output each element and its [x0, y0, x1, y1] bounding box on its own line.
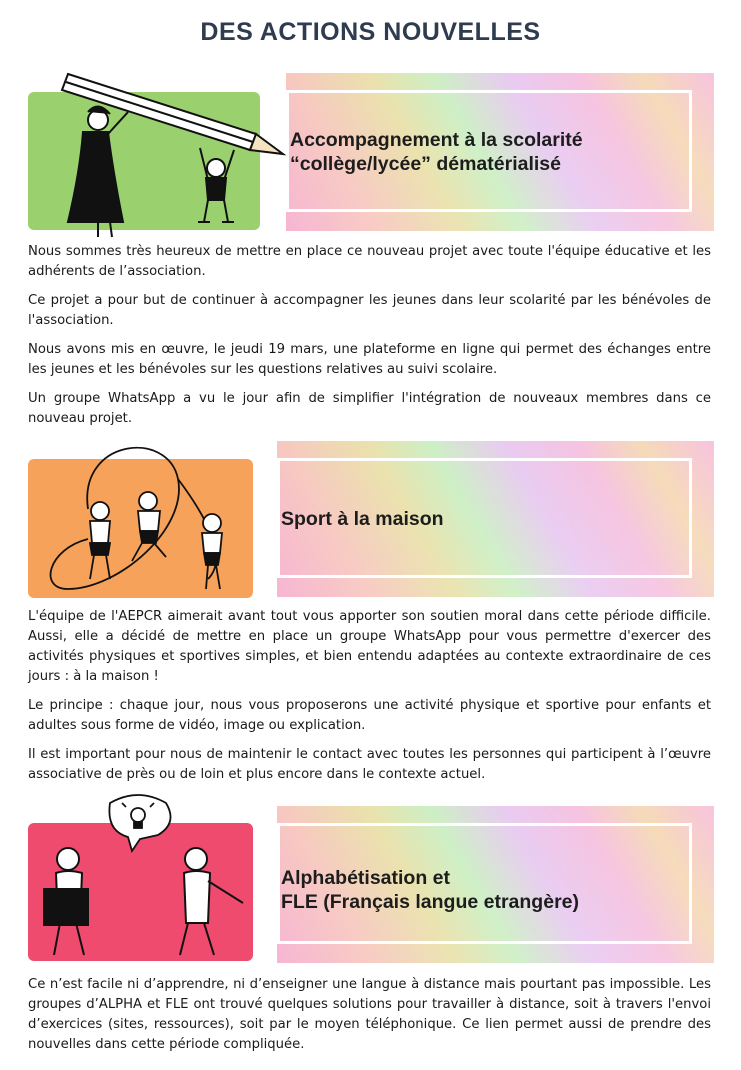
section-3-heading-line1: Alphabétisation et	[281, 867, 451, 889]
section-2-heading-line1: Sport à la maison	[281, 508, 444, 530]
paragraph: Ce projet a pour but de continuer à accompagner les jeunes dans leur scolarité par les bénévoles de l'association.	[28, 293, 711, 328]
paragraph: Il est important pour nous de maintenir le contact avec toutes les personnes qui participent à l’œuvre associative de près ou de loin et plus encore dans le contexte actuel.	[28, 747, 711, 782]
section-1-illustration	[28, 92, 260, 230]
paragraph: Ce n’est facile ni d’apprendre, ni d’enseigner une langue à distance mais pourtant pas impossible. Les groupes d’ALPHA et FLE ont trouvé quelques solutions pour travailler à distance, soit à travers l'envoi d’exercices (sites, ressources), soit par le moyen téléphonique. Ce lien permet aussi de prendre des nouvelles dans cette période compliquée.	[28, 977, 711, 1052]
page-title: DES ACTIONS NOUVELLES	[200, 18, 541, 46]
paragraph: L'équipe de l'AEPCR aimerait avant tout vous apporter son soutien moral dans cette période difficile. Aussi, elle a décidé de mettre en place un groupe WhatsApp pour vous permettre d'exercer des activités physiques et sportives simples, et bien entendu adaptées au contexte extraordinaire de ces jours : à la maison !	[28, 609, 711, 684]
section-3-banner	[277, 806, 714, 963]
section-1-banner	[286, 73, 714, 231]
paragraph: Un groupe WhatsApp a vu le jour afin de simplifier l'intégration de nouveaux membres dans ce nouveau projet.	[28, 391, 711, 426]
section-2-banner	[277, 441, 714, 597]
paragraph: Nous avons mis en œuvre, le jeudi 19 mars, une plateforme en ligne qui permet des échanges entre les jeunes et les bénévoles sur les questions relatives au suivi scolaire.	[28, 342, 711, 377]
section-1-heading-line1: Accompagnement à la scolarité	[290, 129, 583, 151]
section-1-body	[28, 242, 711, 429]
paragraph: Nous sommes très heureux de mettre en place ce nouveau projet avec toute l'équipe éducative et les adhérents de l’association.	[28, 244, 711, 279]
section-1-heading-line2: “collège/lycée” dématérialisé	[290, 153, 561, 176]
section-2-body	[28, 607, 711, 785]
paragraph: Le principe : chaque jour, nous vous proposerons une activité physique et sportive pour enfants et adultes sous forme de vidéo, image ou explication.	[28, 698, 711, 733]
section-3-heading-line2: FLE (Français langue etrangère)	[281, 891, 579, 914]
section-2-illustration	[28, 459, 253, 598]
section-3-illustration	[28, 823, 253, 961]
section-3-body	[28, 975, 711, 1055]
